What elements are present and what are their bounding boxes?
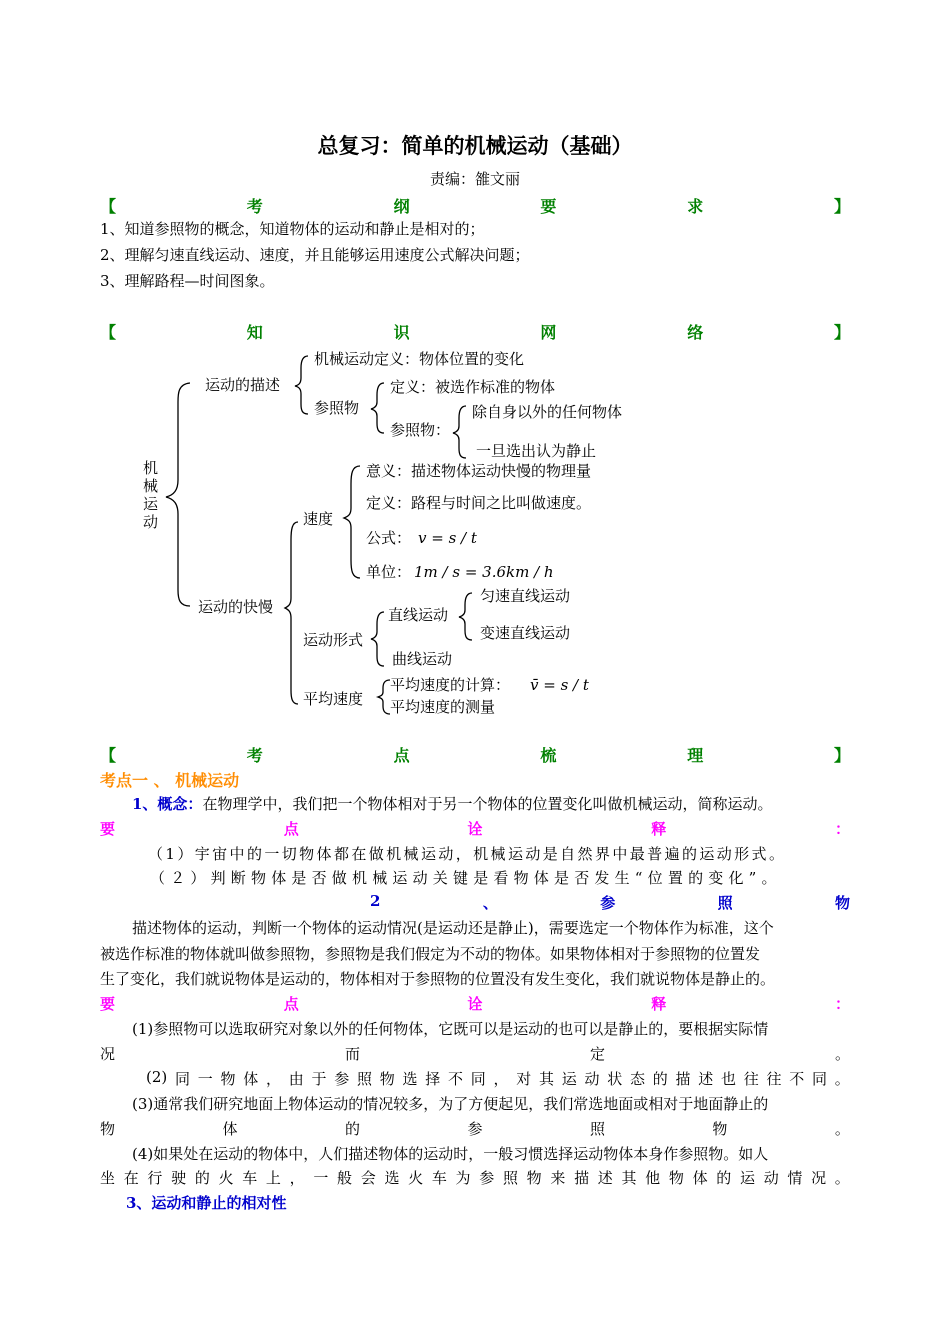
tail-char: 往 bbox=[743, 1070, 759, 1088]
tail-char: 况 bbox=[811, 1169, 827, 1187]
tail-char: 态 bbox=[629, 1070, 645, 1088]
node-straight: 直线运动 bbox=[388, 606, 449, 624]
node-variable: 变速直线运动 bbox=[480, 624, 571, 642]
bracket-open: 【 bbox=[100, 746, 117, 765]
tail-char: 。 bbox=[834, 1045, 850, 1063]
node-unit-label: 单位： bbox=[366, 563, 412, 581]
brace-speed bbox=[344, 466, 360, 578]
relativity-heading: 3、运动和静止的相对性 bbox=[126, 1194, 287, 1212]
node-reference: 参照物 bbox=[314, 399, 360, 417]
reference-heading-char: 照 bbox=[717, 894, 733, 912]
editor-line: 责编：雒文丽 bbox=[429, 170, 520, 188]
header-char: 纲 bbox=[393, 197, 410, 216]
ref-para-line: 生了变化，我们就说物体是运动的，物体相对于参照物的位置没有发生变化，我们就说物体是静止的。 bbox=[100, 970, 776, 988]
notes-char: 点 bbox=[283, 995, 299, 1013]
node-avg-speed: 平均速度 bbox=[303, 690, 364, 708]
header-char: 梳 bbox=[540, 746, 557, 765]
tail-char: 其 bbox=[538, 1070, 554, 1088]
tail-char: 择 bbox=[425, 1070, 441, 1088]
tail-char: 体 bbox=[222, 1120, 238, 1138]
tail-char: 车 bbox=[431, 1169, 447, 1187]
concept-label: 1、概念： bbox=[132, 795, 203, 813]
root-char: 械 bbox=[143, 477, 159, 495]
node-formula-label: 公式： bbox=[366, 529, 412, 547]
ref-para-line: 描述物体的运动，判断一个物体的运动情况(是运动还是静止)，需要选定一个物体作为标准，这个 bbox=[132, 919, 774, 937]
tail-char: 。 bbox=[834, 1070, 850, 1088]
tail-char: 驶 bbox=[171, 1169, 187, 1187]
node-avg-calc: 平均速度的计算： bbox=[390, 676, 511, 694]
tail-char: 同 bbox=[470, 1070, 486, 1088]
node-ref-any: 除自身以外的任何物体 bbox=[472, 403, 623, 421]
tail-char: ， bbox=[265, 1070, 281, 1088]
note-item-3-tail bbox=[100, 1118, 850, 1139]
notes-char: 诠 bbox=[467, 995, 483, 1013]
brace-speed-fast bbox=[285, 522, 298, 704]
root-char: 运 bbox=[143, 495, 159, 513]
tail-char: 的 bbox=[344, 1120, 360, 1138]
reference-heading-char: 、 bbox=[482, 894, 498, 912]
tail-char: 物 bbox=[712, 1120, 728, 1138]
tail-char: 同 bbox=[811, 1070, 827, 1088]
note-2: （２）判断物体是否做机械运动关键是看物体是否发生“位置的变化”。 bbox=[150, 869, 782, 887]
note-item-4-tail bbox=[100, 1167, 850, 1188]
header-char: 考 bbox=[246, 197, 263, 216]
tail-char: 行 bbox=[147, 1169, 163, 1187]
concept-line bbox=[132, 793, 772, 814]
notes-char: 要 bbox=[100, 820, 116, 838]
bracket-close: 】 bbox=[833, 197, 850, 216]
bracket-open: 【 bbox=[100, 323, 117, 342]
tail-char: 上 bbox=[265, 1169, 281, 1187]
tail-char: 动 bbox=[763, 1169, 779, 1187]
header-char: 知 bbox=[246, 323, 263, 342]
header-char: 络 bbox=[687, 323, 704, 342]
tail-char: 对 bbox=[516, 1070, 532, 1088]
tail-char: 定 bbox=[589, 1045, 605, 1063]
node-uniform: 匀速直线运动 bbox=[480, 587, 571, 605]
tail-char: 体 bbox=[243, 1070, 259, 1088]
tail-char: 而 bbox=[344, 1045, 360, 1063]
tail-char: 火 bbox=[408, 1169, 424, 1187]
tail-char: 在 bbox=[123, 1169, 139, 1187]
brace-reference bbox=[371, 383, 384, 433]
notes-char: 要 bbox=[100, 995, 116, 1013]
reference-heading-char: 参 bbox=[600, 894, 616, 912]
tail-char: 照 bbox=[356, 1070, 372, 1088]
bracket-open: 【 bbox=[100, 197, 117, 216]
note-item-1-tail bbox=[100, 1043, 850, 1064]
brace-motion-form bbox=[371, 612, 384, 666]
note-2-line bbox=[150, 867, 850, 888]
reference-heading-char: 物 bbox=[834, 894, 850, 912]
tail-char: 情 bbox=[787, 1169, 803, 1187]
tail-char: (2) bbox=[146, 1068, 168, 1086]
node-speed-fast: 运动的快慢 bbox=[198, 598, 274, 616]
tail-char: 来 bbox=[550, 1169, 566, 1187]
node-mech-def: 机械运动定义：物体位置的变化 bbox=[314, 350, 525, 368]
notes-char: 点 bbox=[283, 820, 299, 838]
tail-char: 物 bbox=[220, 1070, 236, 1088]
node-curve: 曲线运动 bbox=[392, 650, 453, 668]
tail-char: 参 bbox=[479, 1169, 495, 1187]
requirement-item: 3、理解路程—时间图象。 bbox=[100, 272, 275, 290]
notes-char: 诠 bbox=[467, 820, 483, 838]
tail-char: 的 bbox=[716, 1169, 732, 1187]
tail-char: 。 bbox=[834, 1120, 850, 1138]
note-item-2 bbox=[146, 1068, 850, 1089]
tail-char: 火 bbox=[218, 1169, 234, 1187]
header-char: 要 bbox=[540, 197, 557, 216]
brace-ref-sub bbox=[453, 406, 466, 458]
tail-char: 物 bbox=[668, 1169, 684, 1187]
tail-char: 不 bbox=[447, 1070, 463, 1088]
header-char: 识 bbox=[393, 323, 410, 342]
note-item-4: (4)如果处在运动的物体中，人们描述物体的运动时，一般习惯选择运动物体本身作参照物。如人 bbox=[132, 1145, 769, 1163]
notes2-label bbox=[100, 993, 850, 1014]
brace-describe bbox=[295, 356, 308, 414]
header-char: 考 bbox=[246, 746, 263, 765]
node-ref-def: 定义：被选作标准的物体 bbox=[390, 378, 556, 396]
point1-heading: 考点一 、 机械运动 bbox=[100, 771, 240, 790]
header-char: 点 bbox=[393, 746, 410, 765]
node-motion-form: 运动形式 bbox=[303, 631, 364, 649]
node-formula: v = s / t bbox=[418, 529, 477, 547]
tail-char: 往 bbox=[766, 1070, 782, 1088]
tail-char: 一 bbox=[313, 1169, 329, 1187]
brace-straight bbox=[459, 593, 472, 640]
tail-char: 参 bbox=[334, 1070, 350, 1088]
tail-char: 况 bbox=[100, 1045, 116, 1063]
requirement-item: 1、知道参照物的概念，知道物体的运动和静止是相对的； bbox=[100, 220, 485, 238]
ref-para-line: 被选作标准的物体就叫做参照物，参照物是我们假定为不动的物体。如果物体相对于参照物的位置发 bbox=[100, 945, 761, 963]
tail-char: 描 bbox=[574, 1169, 590, 1187]
tail-char: ， bbox=[493, 1070, 509, 1088]
tail-char: 不 bbox=[789, 1070, 805, 1088]
root-char: 动 bbox=[143, 513, 159, 531]
reference-heading bbox=[370, 892, 850, 913]
page-title: 总复习：简单的机械运动（基础） bbox=[317, 134, 633, 158]
section-header-points bbox=[100, 743, 850, 766]
brace-avg-speed bbox=[378, 680, 390, 714]
node-avg-measure: 平均速度的测量 bbox=[390, 698, 496, 716]
tail-char: 物 bbox=[526, 1169, 542, 1187]
notes-label bbox=[100, 818, 850, 839]
note-item-3: (3)通常我们研究地面上物体运动的情况较多，为了方便起见，我们常选地面或相对于地面静止的 bbox=[132, 1095, 769, 1113]
node-avg-formula: v̄ = s / t bbox=[530, 676, 589, 694]
tail-char: 车 bbox=[242, 1169, 258, 1187]
tail-char: 同 bbox=[174, 1070, 190, 1088]
node-ref-ref: 参照物： bbox=[390, 421, 451, 439]
notes-char: ： bbox=[834, 995, 850, 1013]
tail-char: 于 bbox=[311, 1070, 327, 1088]
concept-text: 在物理学中，我们把一个物体相对于另一个物体的位置变化叫做机械运动，简称运动。 bbox=[202, 795, 773, 813]
tail-char: 物 bbox=[379, 1070, 395, 1088]
tail-char: 参 bbox=[467, 1120, 483, 1138]
tail-char: 的 bbox=[194, 1169, 210, 1187]
tail-char: 运 bbox=[561, 1070, 577, 1088]
tail-char: 运 bbox=[739, 1169, 755, 1187]
tail-char: 状 bbox=[607, 1070, 623, 1088]
notes-char: 释 bbox=[651, 820, 667, 838]
tail-char: 会 bbox=[360, 1169, 376, 1187]
node-ref-static: 一旦选出认为静止 bbox=[476, 442, 597, 460]
notes-char: 释 bbox=[651, 995, 667, 1013]
node-speed-def: 定义：路程与时间之比叫做速度。 bbox=[366, 494, 592, 512]
node-describe: 运动的描述 bbox=[205, 376, 281, 394]
header-char: 求 bbox=[687, 197, 704, 216]
notes-char: ： bbox=[834, 820, 850, 838]
bracket-close: 】 bbox=[833, 746, 850, 765]
root-char: 机 bbox=[143, 459, 159, 477]
note-1: （1）宇宙中的一切物体都在做机械运动，机械运动是自然界中最普遍的运动形式。 bbox=[148, 845, 787, 863]
tail-char: 一 bbox=[197, 1070, 213, 1088]
requirement-item: 2、理解匀速直线运动、速度，并且能够运用速度公式解决问题； bbox=[100, 246, 530, 264]
brace-root bbox=[166, 383, 190, 606]
tail-char: 述 bbox=[698, 1070, 714, 1088]
tail-char: 。 bbox=[834, 1169, 850, 1187]
reference-heading-char: 2 bbox=[370, 892, 381, 910]
tail-char: 照 bbox=[502, 1169, 518, 1187]
header-char: 理 bbox=[687, 746, 704, 765]
node-speed: 速度 bbox=[303, 510, 334, 528]
tail-char: 选 bbox=[384, 1169, 400, 1187]
tail-char: 般 bbox=[337, 1169, 353, 1187]
tail-char: 动 bbox=[584, 1070, 600, 1088]
note-item-1: (1)参照物可以选取研究对象以外的任何物体，它既可以是运动的也可以是静止的，要根据实际情 bbox=[132, 1020, 769, 1038]
tail-char: 体 bbox=[692, 1169, 708, 1187]
tail-char: 的 bbox=[652, 1070, 668, 1088]
bracket-close: 】 bbox=[833, 323, 850, 342]
tail-char: 坐 bbox=[100, 1169, 116, 1187]
tail-char: ， bbox=[289, 1169, 305, 1187]
tail-char: 其 bbox=[621, 1169, 637, 1187]
tail-char: 述 bbox=[597, 1169, 613, 1187]
tail-char: 也 bbox=[720, 1070, 736, 1088]
header-char: 网 bbox=[540, 323, 557, 342]
node-unit: 1m / s = 3.6km / h bbox=[414, 563, 554, 581]
node-speed-meaning: 意义：描述物体运动快慢的物理量 bbox=[366, 462, 592, 480]
tail-char: 他 bbox=[645, 1169, 661, 1187]
tail-char: 物 bbox=[100, 1120, 116, 1138]
tail-char: 由 bbox=[288, 1070, 304, 1088]
tail-char: 选 bbox=[402, 1070, 418, 1088]
tail-char: 描 bbox=[675, 1070, 691, 1088]
tail-char: 为 bbox=[455, 1169, 471, 1187]
tail-char: 照 bbox=[589, 1120, 605, 1138]
